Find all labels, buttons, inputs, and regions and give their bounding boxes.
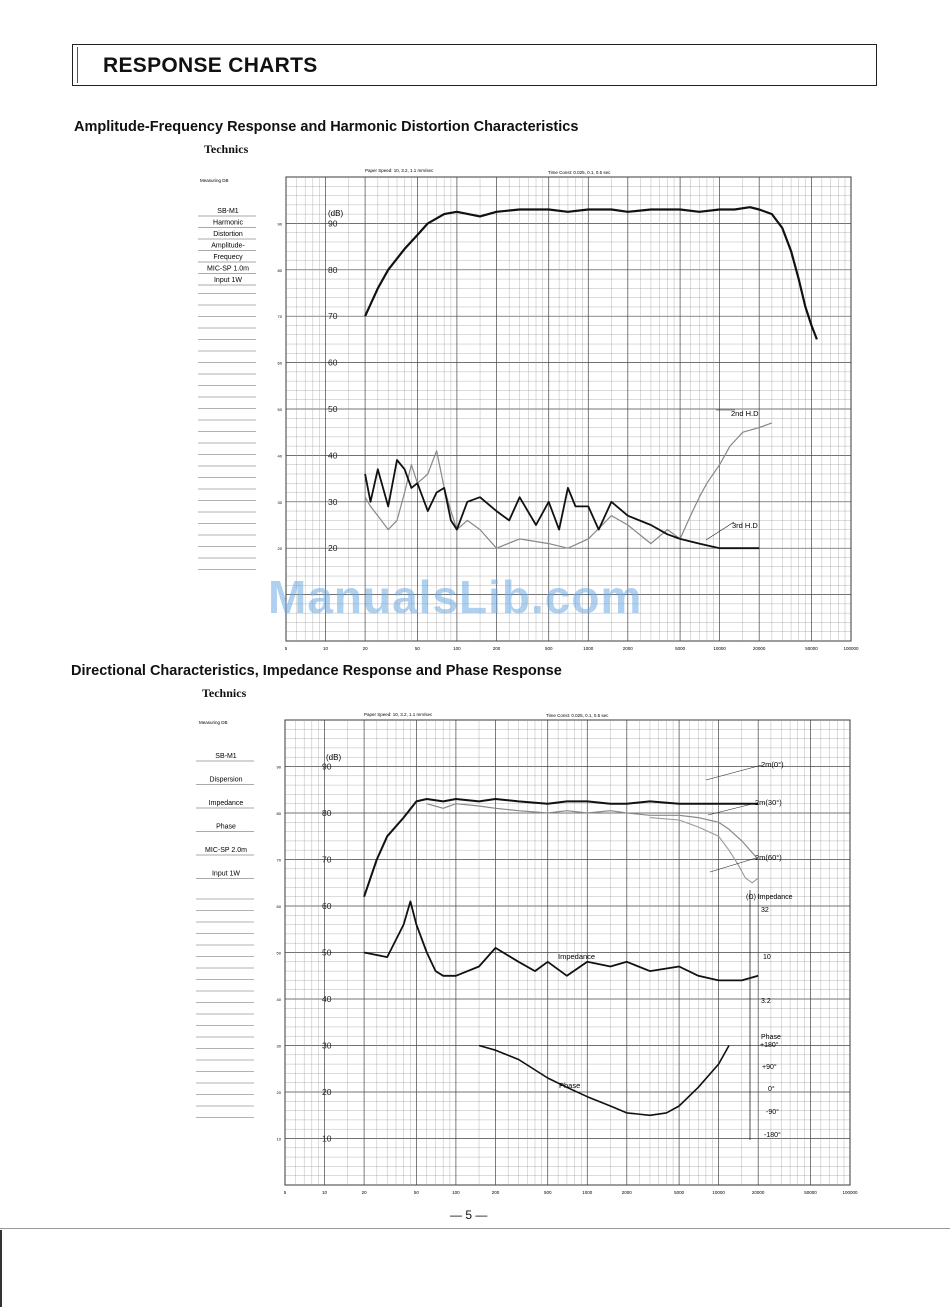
legend-item: Impedance bbox=[208, 800, 244, 807]
series-phase bbox=[479, 1046, 729, 1116]
y-tick-label: 80 bbox=[322, 808, 332, 818]
y-tick-label-outer: 40 bbox=[277, 453, 282, 459]
series-3rd-h-d bbox=[365, 460, 759, 548]
legend-item: Dispersion bbox=[209, 776, 243, 784]
x-tick-label: 20 bbox=[361, 1190, 367, 1195]
series-amplitude bbox=[365, 207, 817, 339]
chart2-label-impedance: Impedance bbox=[558, 952, 596, 961]
page-title: RESPONSE CHARTS bbox=[103, 54, 318, 77]
y-tick-label: 90 bbox=[322, 761, 332, 772]
y-tick-label: 20 bbox=[328, 543, 338, 554]
y-tick-label: 40 bbox=[328, 450, 338, 461]
legend-item: Phase bbox=[216, 823, 236, 831]
x-tick-label: 50 bbox=[413, 1190, 419, 1195]
y-tick-label-outer: 20 bbox=[276, 1090, 281, 1095]
page-number: — 5 — bbox=[450, 1208, 488, 1222]
chart2-ohm-tick-10: 10 bbox=[763, 954, 771, 961]
chart2-phase-title: Phase bbox=[761, 1034, 781, 1041]
legend-item: Frequecy bbox=[213, 254, 243, 261]
y-tick-label: 20 bbox=[322, 1087, 332, 1097]
chart2-label-d60: 2m(60°) bbox=[755, 853, 782, 862]
y-tick-label-outer: 40 bbox=[276, 997, 281, 1002]
y-tick-label-outer: 80 bbox=[277, 267, 282, 273]
chart2-phase-tick-m90: -90° bbox=[766, 1109, 779, 1116]
x-tick-label: 100 bbox=[452, 1190, 460, 1195]
x-tick-label: 100 bbox=[453, 646, 461, 651]
y-tick-label-outer: 90 bbox=[276, 764, 281, 770]
y-tick-label-outer: 90 bbox=[277, 221, 282, 227]
chart2-label-d0: 2m(0°) bbox=[761, 760, 784, 769]
chart2-section-title: Directional Characteristics, Impedance Response and Phase Response bbox=[71, 663, 562, 679]
x-tick-label: 20000 bbox=[751, 1190, 765, 1195]
chart1-brand: Technics bbox=[204, 142, 249, 156]
chart2-ohm-title: (Ω) Impedance bbox=[746, 894, 793, 901]
x-tick-label: 20 bbox=[362, 646, 368, 651]
watermark: ManualsLib.com bbox=[268, 571, 643, 623]
chart1-3rd-hd-leader bbox=[706, 522, 734, 540]
y-tick-label: 10 bbox=[322, 1133, 332, 1144]
x-tick-label: 10000 bbox=[713, 646, 726, 651]
y-tick-label: 60 bbox=[322, 901, 332, 911]
chart2-phase-tick-p180: +180° bbox=[760, 1042, 779, 1049]
x-tick-label: 10 bbox=[323, 646, 329, 651]
y-tick-label: 30 bbox=[328, 496, 338, 507]
chart1-db-unit: (dB) bbox=[328, 209, 344, 218]
legend-item: SB-M1 bbox=[215, 753, 237, 760]
x-tick-label: 20000 bbox=[752, 646, 766, 651]
y-tick-label: 30 bbox=[322, 1040, 332, 1051]
chart2-measuring-label: Measuring DB bbox=[199, 720, 228, 725]
legend-item: Amplitude- bbox=[211, 242, 245, 250]
legend-item: SB-M1 bbox=[217, 208, 239, 215]
chart2-legend bbox=[196, 753, 254, 1118]
y-tick-label: 70 bbox=[322, 854, 332, 865]
chart2-phase-tick-0: 0° bbox=[768, 1086, 775, 1093]
chart2-label-d30: 2m(30°) bbox=[755, 798, 782, 807]
x-tick-label: 200 bbox=[491, 1190, 500, 1195]
y-tick-label-outer: 50 bbox=[277, 407, 282, 412]
chart2-label-phase: Phase bbox=[559, 1081, 581, 1090]
y-tick-label-outer: 50 bbox=[276, 950, 281, 956]
x-tick-label: 5 bbox=[283, 1190, 287, 1195]
x-tick-label: 50000 bbox=[804, 1190, 817, 1195]
x-tick-label: 500 bbox=[544, 646, 553, 651]
chart2-db-unit: (dB) bbox=[326, 753, 342, 762]
chart1-time-const: Time Const: 0.025, 0.1, 0.5 sec bbox=[548, 170, 611, 175]
x-tick-label: 200 bbox=[492, 646, 501, 651]
y-tick-label: 90 bbox=[328, 218, 338, 229]
y-tick-label-outer: 10 bbox=[276, 1136, 281, 1142]
x-tick-label: 5000 bbox=[674, 1190, 685, 1195]
y-tick-label-outer: 20 bbox=[277, 546, 282, 552]
x-tick-label: 50 bbox=[414, 646, 420, 651]
x-tick-label: 5 bbox=[284, 646, 288, 651]
y-tick-label: 60 bbox=[328, 357, 338, 368]
chart2-ohm-tick-32: 32 bbox=[761, 907, 769, 914]
y-tick-label-outer: 80 bbox=[276, 811, 281, 816]
x-tick-label: 2000 bbox=[622, 646, 633, 651]
y-tick-label-outer: 60 bbox=[276, 904, 281, 909]
x-tick-label: 100000 bbox=[843, 646, 859, 651]
chart2-phase-tick-p90: +90° bbox=[762, 1064, 777, 1071]
chart2-time-const: Time Const: 0.025, 0.1, 0.5 sec bbox=[546, 713, 609, 718]
chart2-paper-speed: Paper Speed: 10, 3.2, 1.1 mm/sec bbox=[364, 712, 433, 717]
series-impedance bbox=[364, 901, 758, 980]
x-tick-label: 10000 bbox=[712, 1190, 725, 1195]
y-tick-label-outer: 30 bbox=[276, 1043, 281, 1049]
y-tick-label: 50 bbox=[322, 947, 332, 958]
y-tick-label-outer: 70 bbox=[277, 314, 282, 320]
bottom-edge-mark bbox=[0, 1230, 2, 1307]
x-tick-label: 2000 bbox=[621, 1190, 632, 1195]
legend-item: Harmonic bbox=[213, 219, 243, 227]
chart2-d60-leader bbox=[710, 858, 756, 872]
legend-item: MIC-SP 1.0m bbox=[207, 265, 249, 273]
legend-item: Input 1W bbox=[211, 870, 241, 878]
y-tick-label-outer: 30 bbox=[277, 499, 282, 505]
legend-item: Distortion bbox=[213, 231, 243, 238]
chart1-series bbox=[365, 207, 817, 548]
chart2 bbox=[196, 712, 858, 1195]
chart1-measuring-label: Measuring DB bbox=[200, 178, 229, 183]
chart1-paper-speed: Paper Speed: 10, 3.2, 1.1 mm/sec bbox=[365, 168, 434, 173]
chart2-ohm-tick-3-2: 3.2 bbox=[761, 998, 771, 1005]
x-tick-label: 500 bbox=[543, 1190, 552, 1195]
chart2-phase-tick-m180: -180° bbox=[764, 1132, 781, 1139]
series-2m-0 bbox=[364, 799, 758, 897]
chart1-legend bbox=[198, 208, 256, 570]
y-tick-label-outer: 60 bbox=[277, 360, 282, 366]
series-2nd-h-d bbox=[365, 423, 772, 548]
x-tick-label: 50000 bbox=[805, 646, 818, 651]
x-tick-label: 1000 bbox=[583, 646, 594, 651]
y-tick-label: 70 bbox=[328, 311, 338, 322]
x-tick-label: 1000 bbox=[582, 1190, 593, 1195]
y-tick-label-outer: 70 bbox=[276, 857, 281, 863]
chart2-d0-leader bbox=[706, 765, 762, 780]
legend-item: Input 1W bbox=[213, 277, 243, 284]
y-tick-label: 80 bbox=[328, 264, 338, 275]
chart2-brand: Technics bbox=[202, 686, 247, 700]
x-tick-label: 10 bbox=[322, 1190, 328, 1195]
y-tick-label: 40 bbox=[322, 994, 332, 1004]
legend-item: MIC-SP 2.0m bbox=[205, 847, 247, 854]
chart1-label-3rd-hd: 3rd H.D bbox=[732, 521, 758, 530]
chart1-label-2nd-hd: 2nd H.D bbox=[731, 409, 759, 418]
bottom-edge-line bbox=[0, 1228, 950, 1229]
x-tick-label: 5000 bbox=[675, 646, 686, 651]
chart1-section-title: Amplitude-Frequency Response and Harmonic Distortion Characteristics bbox=[74, 119, 579, 135]
y-tick-label: 50 bbox=[328, 404, 338, 414]
x-tick-label: 100000 bbox=[842, 1190, 858, 1195]
